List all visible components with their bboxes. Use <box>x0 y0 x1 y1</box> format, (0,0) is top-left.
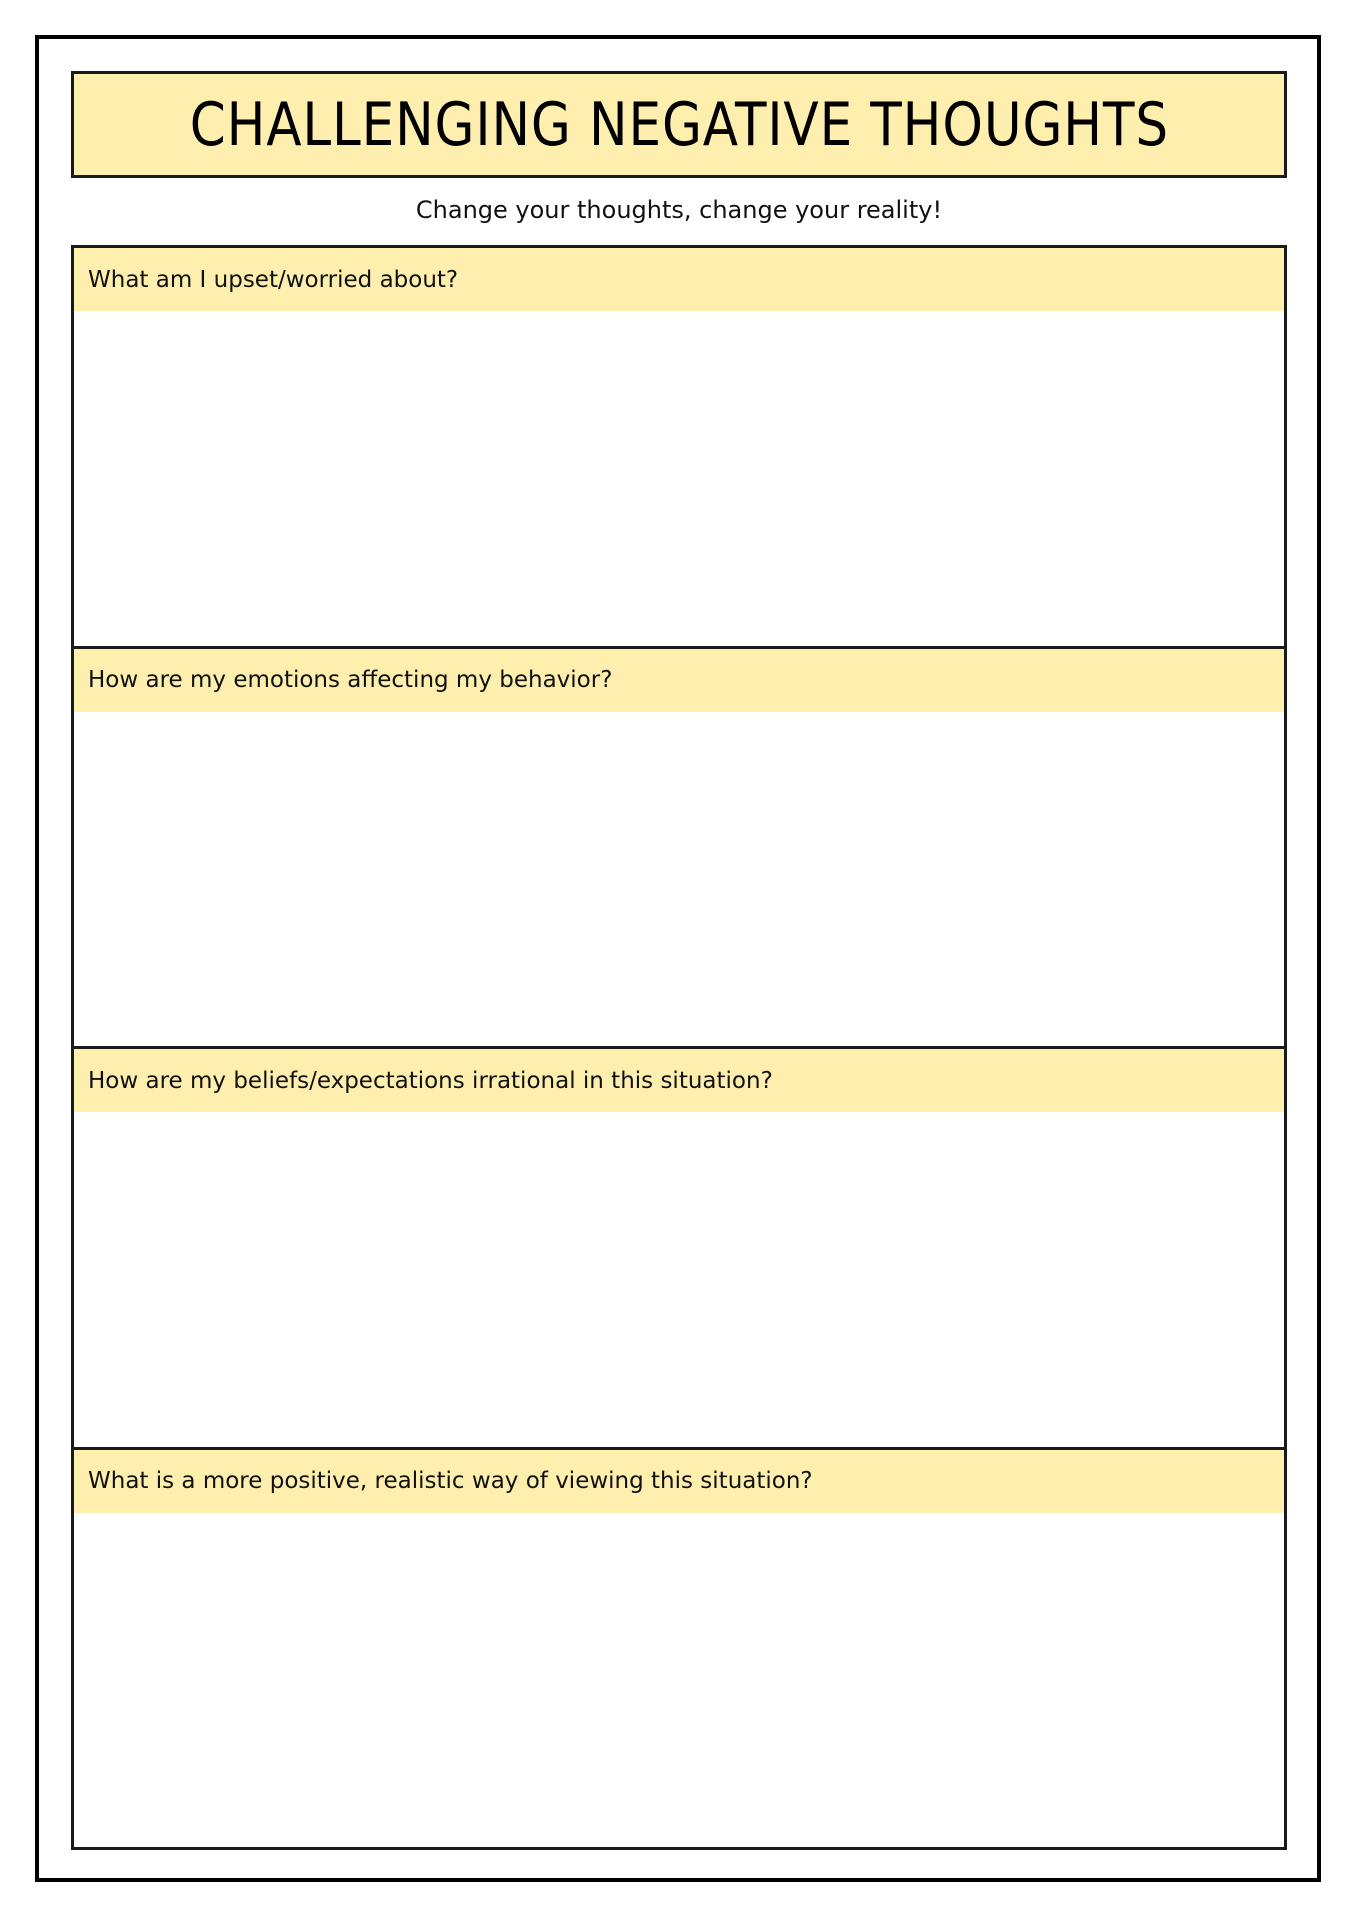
answer-area[interactable] <box>74 311 1284 646</box>
worksheet-sections <box>71 245 1287 1850</box>
section-irrational-beliefs <box>74 1046 1284 1447</box>
section-prompt: What is a more positive, realistic way of viewing this situation? <box>74 1450 1284 1513</box>
section-positive-view <box>74 1447 1284 1848</box>
page-title: CHALLENGING NEGATIVE THOUGHTS <box>189 89 1169 160</box>
section-emotions-behavior <box>74 646 1284 1047</box>
answer-area[interactable] <box>74 1513 1284 1848</box>
section-upset-worried <box>74 248 1284 646</box>
section-prompt: How are my emotions affecting my behavior? <box>74 649 1284 712</box>
section-prompt: What am I upset/worried about? <box>74 248 1284 311</box>
title-banner <box>71 71 1287 178</box>
section-prompt: How are my beliefs/expectations irrational in this situation? <box>74 1049 1284 1112</box>
page-subtitle: Change your thoughts, change your reality! <box>415 196 943 224</box>
answer-area[interactable] <box>74 712 1284 1047</box>
answer-area[interactable] <box>74 1112 1284 1447</box>
